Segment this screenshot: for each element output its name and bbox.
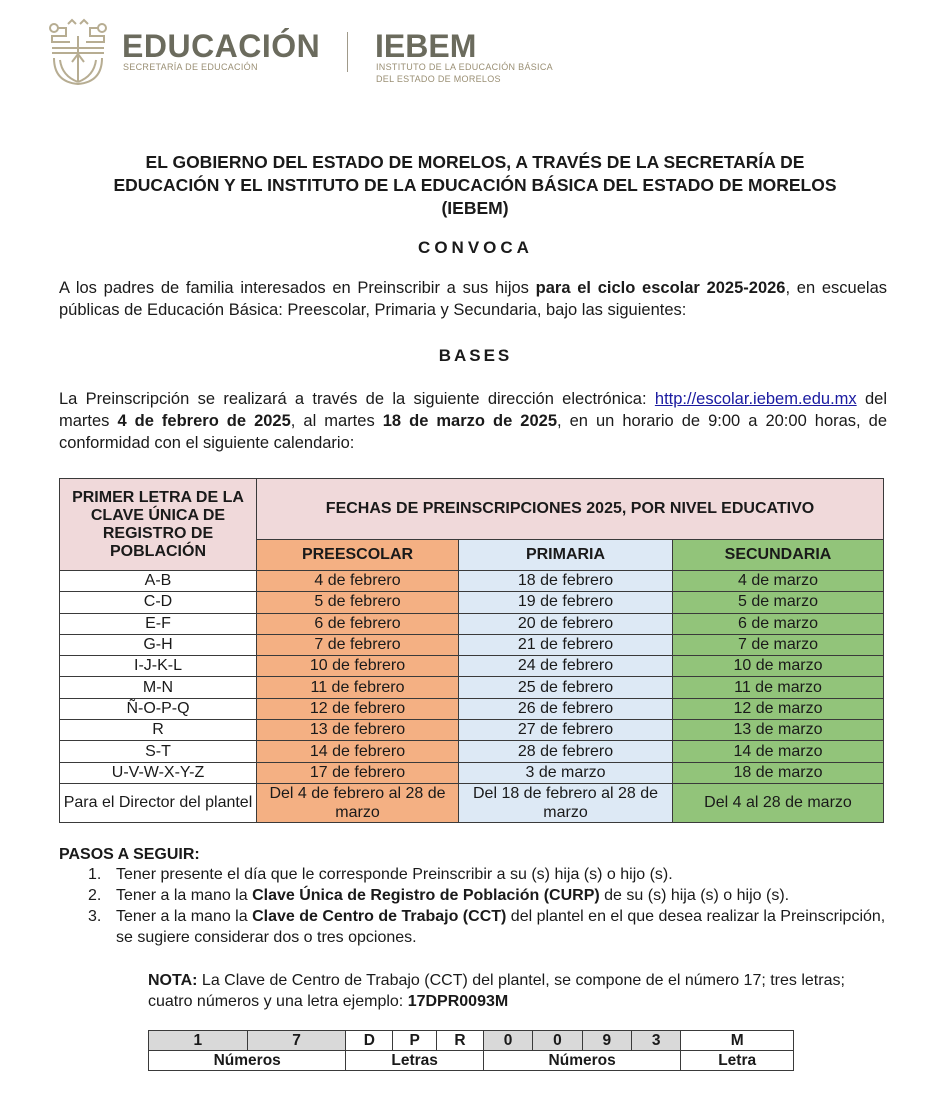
secundaria-cell: 4 de marzo xyxy=(673,571,884,592)
cct-char: 7 xyxy=(247,1031,346,1051)
step-number: 1. xyxy=(88,866,102,883)
cct-char: 0 xyxy=(533,1031,582,1051)
preescolar-cell: 12 de febrero xyxy=(257,698,459,719)
step-number: 2. xyxy=(88,887,102,904)
cct-char: 0 xyxy=(483,1031,532,1051)
primaria-cell: 26 de febrero xyxy=(459,698,673,719)
preescolar-cell: 4 de febrero xyxy=(257,571,459,592)
bases-text-3: , al martes xyxy=(290,412,383,430)
cct-breakdown-table xyxy=(148,1030,794,1071)
table-row-director xyxy=(60,783,884,822)
secundaria-cell: 6 de marzo xyxy=(673,613,884,634)
primaria-cell: 18 de febrero xyxy=(459,571,673,592)
iebem-subtitle-line2: DEL ESTADO DE MORELOS xyxy=(376,74,501,84)
list-item xyxy=(88,906,888,948)
preescolar-cell: 7 de febrero xyxy=(257,634,459,655)
secundaria-cell: Del 4 al 28 de marzo xyxy=(673,783,884,822)
cct-char: P xyxy=(393,1031,437,1051)
table-row xyxy=(60,592,884,613)
preescolar-cell: 13 de febrero xyxy=(257,720,459,741)
letters-cell: U-V-W-X-Y-Z xyxy=(60,762,257,783)
cct-group-label: Letras xyxy=(346,1051,484,1071)
convoca-heading: CONVOCA xyxy=(418,238,533,257)
title-line-2: EDUCACIÓN Y EL INSTITUTO DE LA EDUCACIÓN BÁSICA DEL ESTADO DE MORELOS xyxy=(113,175,837,195)
intro-text-1: A los padres de familia interesados en Preinscribir a sus hijos xyxy=(59,279,536,297)
secundaria-cell: 11 de marzo xyxy=(673,677,884,698)
cct-char: D xyxy=(346,1031,393,1051)
preescolar-cell: 10 de febrero xyxy=(257,656,459,677)
column-header-preescolar: PREESCOLAR xyxy=(257,540,459,571)
step-text: Tener a la mano la Clave de Centro de Trabajo (CCT) del plantel en el que desea realizar la Preinscripción, se sugiere considerar dos o tres opciones. xyxy=(116,908,886,946)
preescolar-cell: 6 de febrero xyxy=(257,613,459,634)
preinscription-calendar-table xyxy=(59,478,884,823)
cct-char: R xyxy=(436,1031,483,1051)
title-line-3: (IEBEM) xyxy=(441,198,509,218)
letters-cell: C-D xyxy=(60,592,257,613)
primaria-cell: 24 de febrero xyxy=(459,656,673,677)
list-item xyxy=(88,864,888,885)
curp-letter-header: PRIMER LETRA DE LA CLAVE ÚNICA DE REGISTRO DE POBLACIÓN xyxy=(60,479,257,571)
letters-cell: A-B xyxy=(60,571,257,592)
table-row xyxy=(60,677,884,698)
start-date: 4 de febrero de 2025 xyxy=(117,412,291,430)
preescolar-cell: 11 de febrero xyxy=(257,677,459,698)
secundaria-cell: 18 de marzo xyxy=(673,762,884,783)
steps-list xyxy=(88,864,888,948)
letters-cell: R xyxy=(60,720,257,741)
cct-group-label: Letra xyxy=(681,1051,794,1071)
education-wordmark: EDUCACIÓN xyxy=(122,28,321,64)
list-item xyxy=(88,885,888,906)
preescolar-cell: 5 de febrero xyxy=(257,592,459,613)
preescolar-cell: Del 4 de febrero al 28 de marzo xyxy=(257,783,459,822)
primaria-cell: 3 de marzo xyxy=(459,762,673,783)
cct-char: 9 xyxy=(582,1031,631,1051)
letters-cell: Ñ-O-P-Q xyxy=(60,698,257,719)
table-row xyxy=(60,656,884,677)
steps-heading: PASOS A SEGUIR: xyxy=(59,846,200,863)
primaria-cell: 20 de febrero xyxy=(459,613,673,634)
table-row xyxy=(60,634,884,655)
dates-header: FECHAS DE PREINSCRIPCIONES 2025, POR NIVEL EDUCATIVO xyxy=(257,479,884,540)
cct-example: 17DPR0093M xyxy=(407,993,509,1010)
preescolar-cell: 17 de febrero xyxy=(257,762,459,783)
primaria-cell: 28 de febrero xyxy=(459,741,673,762)
end-date: 18 de marzo de 2025 xyxy=(382,412,557,430)
letters-cell: M-N xyxy=(60,677,257,698)
table-row xyxy=(60,613,884,634)
bases-text-2: del martes xyxy=(59,390,888,430)
cct-group-label: Números xyxy=(483,1051,680,1071)
preinscription-link[interactable]: http://escolar.iebem.edu.mx xyxy=(654,390,857,408)
secundaria-cell: 12 de marzo xyxy=(673,698,884,719)
iebem-wordmark: IEBEM xyxy=(375,28,477,64)
secundaria-cell: 14 de marzo xyxy=(673,741,884,762)
column-header-secundaria: SECUNDARIA xyxy=(673,540,884,571)
secundaria-cell: 5 de marzo xyxy=(673,592,884,613)
intro-paragraph xyxy=(59,277,887,321)
secundaria-cell: 13 de marzo xyxy=(673,720,884,741)
letters-cell: G-H xyxy=(60,634,257,655)
cct-char: 1 xyxy=(149,1031,248,1051)
secundaria-cell: 7 de marzo xyxy=(673,634,884,655)
morelos-education-emblem-icon xyxy=(44,16,112,86)
primaria-cell: Del 18 de febrero al 28 de marzo xyxy=(459,783,673,822)
intro-text-2: , en escuelas públicas de Educación Básica: Preescolar, Primaria y Secundaria, bajo las siguientes: xyxy=(59,279,888,319)
step-text: Tener a la mano la Clave Única de Registro de Población (CURP) de su (s) hija (s) o hijo (s). xyxy=(116,887,790,904)
iebem-subtitle-line1: INSTITUTO DE LA EDUCACIÓN BÁSICA xyxy=(376,62,553,72)
cct-char: M xyxy=(681,1031,794,1051)
education-subtitle: SECRETARÍA DE EDUCACIÓN xyxy=(123,62,258,72)
logo-divider xyxy=(347,32,348,72)
secundaria-cell: 10 de marzo xyxy=(673,656,884,677)
letters-cell: I-J-K-L xyxy=(60,656,257,677)
bases-heading: BASES xyxy=(438,346,513,365)
bases-text-1: La Preinscripción se realizará a través de la siguiente dirección electrónica: xyxy=(59,390,655,408)
primaria-cell: 21 de febrero xyxy=(459,634,673,655)
table-row xyxy=(60,571,884,592)
letters-cell: Para el Director del plantel xyxy=(60,783,257,822)
note-label: NOTA: xyxy=(148,972,198,989)
intro-school-year: para el ciclo escolar 2025-2026 xyxy=(535,279,786,297)
cct-group-label: Números xyxy=(149,1051,346,1071)
preescolar-cell: 14 de febrero xyxy=(257,741,459,762)
table-row xyxy=(60,741,884,762)
column-header-primaria: PRIMARIA xyxy=(459,540,673,571)
step-text: Tener presente el día que le corresponde Preinscribir a su (s) hija (s) o hijo (s). xyxy=(116,866,673,883)
letters-cell: S-T xyxy=(60,741,257,762)
bases-paragraph xyxy=(59,388,887,454)
table-row xyxy=(60,762,884,783)
primaria-cell: 19 de febrero xyxy=(459,592,673,613)
table-row xyxy=(60,720,884,741)
document-title xyxy=(40,151,910,220)
primaria-cell: 25 de febrero xyxy=(459,677,673,698)
cct-note xyxy=(148,970,868,1012)
primaria-cell: 27 de febrero xyxy=(459,720,673,741)
title-line-1: EL GOBIERNO DEL ESTADO DE MORELOS, A TRAVÉS DE LA SECRETARÍA DE xyxy=(145,152,805,172)
cct-char: 3 xyxy=(631,1031,680,1051)
bases-text-4: , en un horario de 9:00 a 20:00 horas, de conformidad con el siguiente calendario: xyxy=(59,412,888,452)
note-text: La Clave de Centro de Trabajo (CCT) del plantel, se compone de el número 17; tres letras; cuatro números y una letra ejemplo: xyxy=(148,972,845,1010)
step-number: 3. xyxy=(88,908,102,925)
table-row xyxy=(60,698,884,719)
letters-cell: E-F xyxy=(60,613,257,634)
